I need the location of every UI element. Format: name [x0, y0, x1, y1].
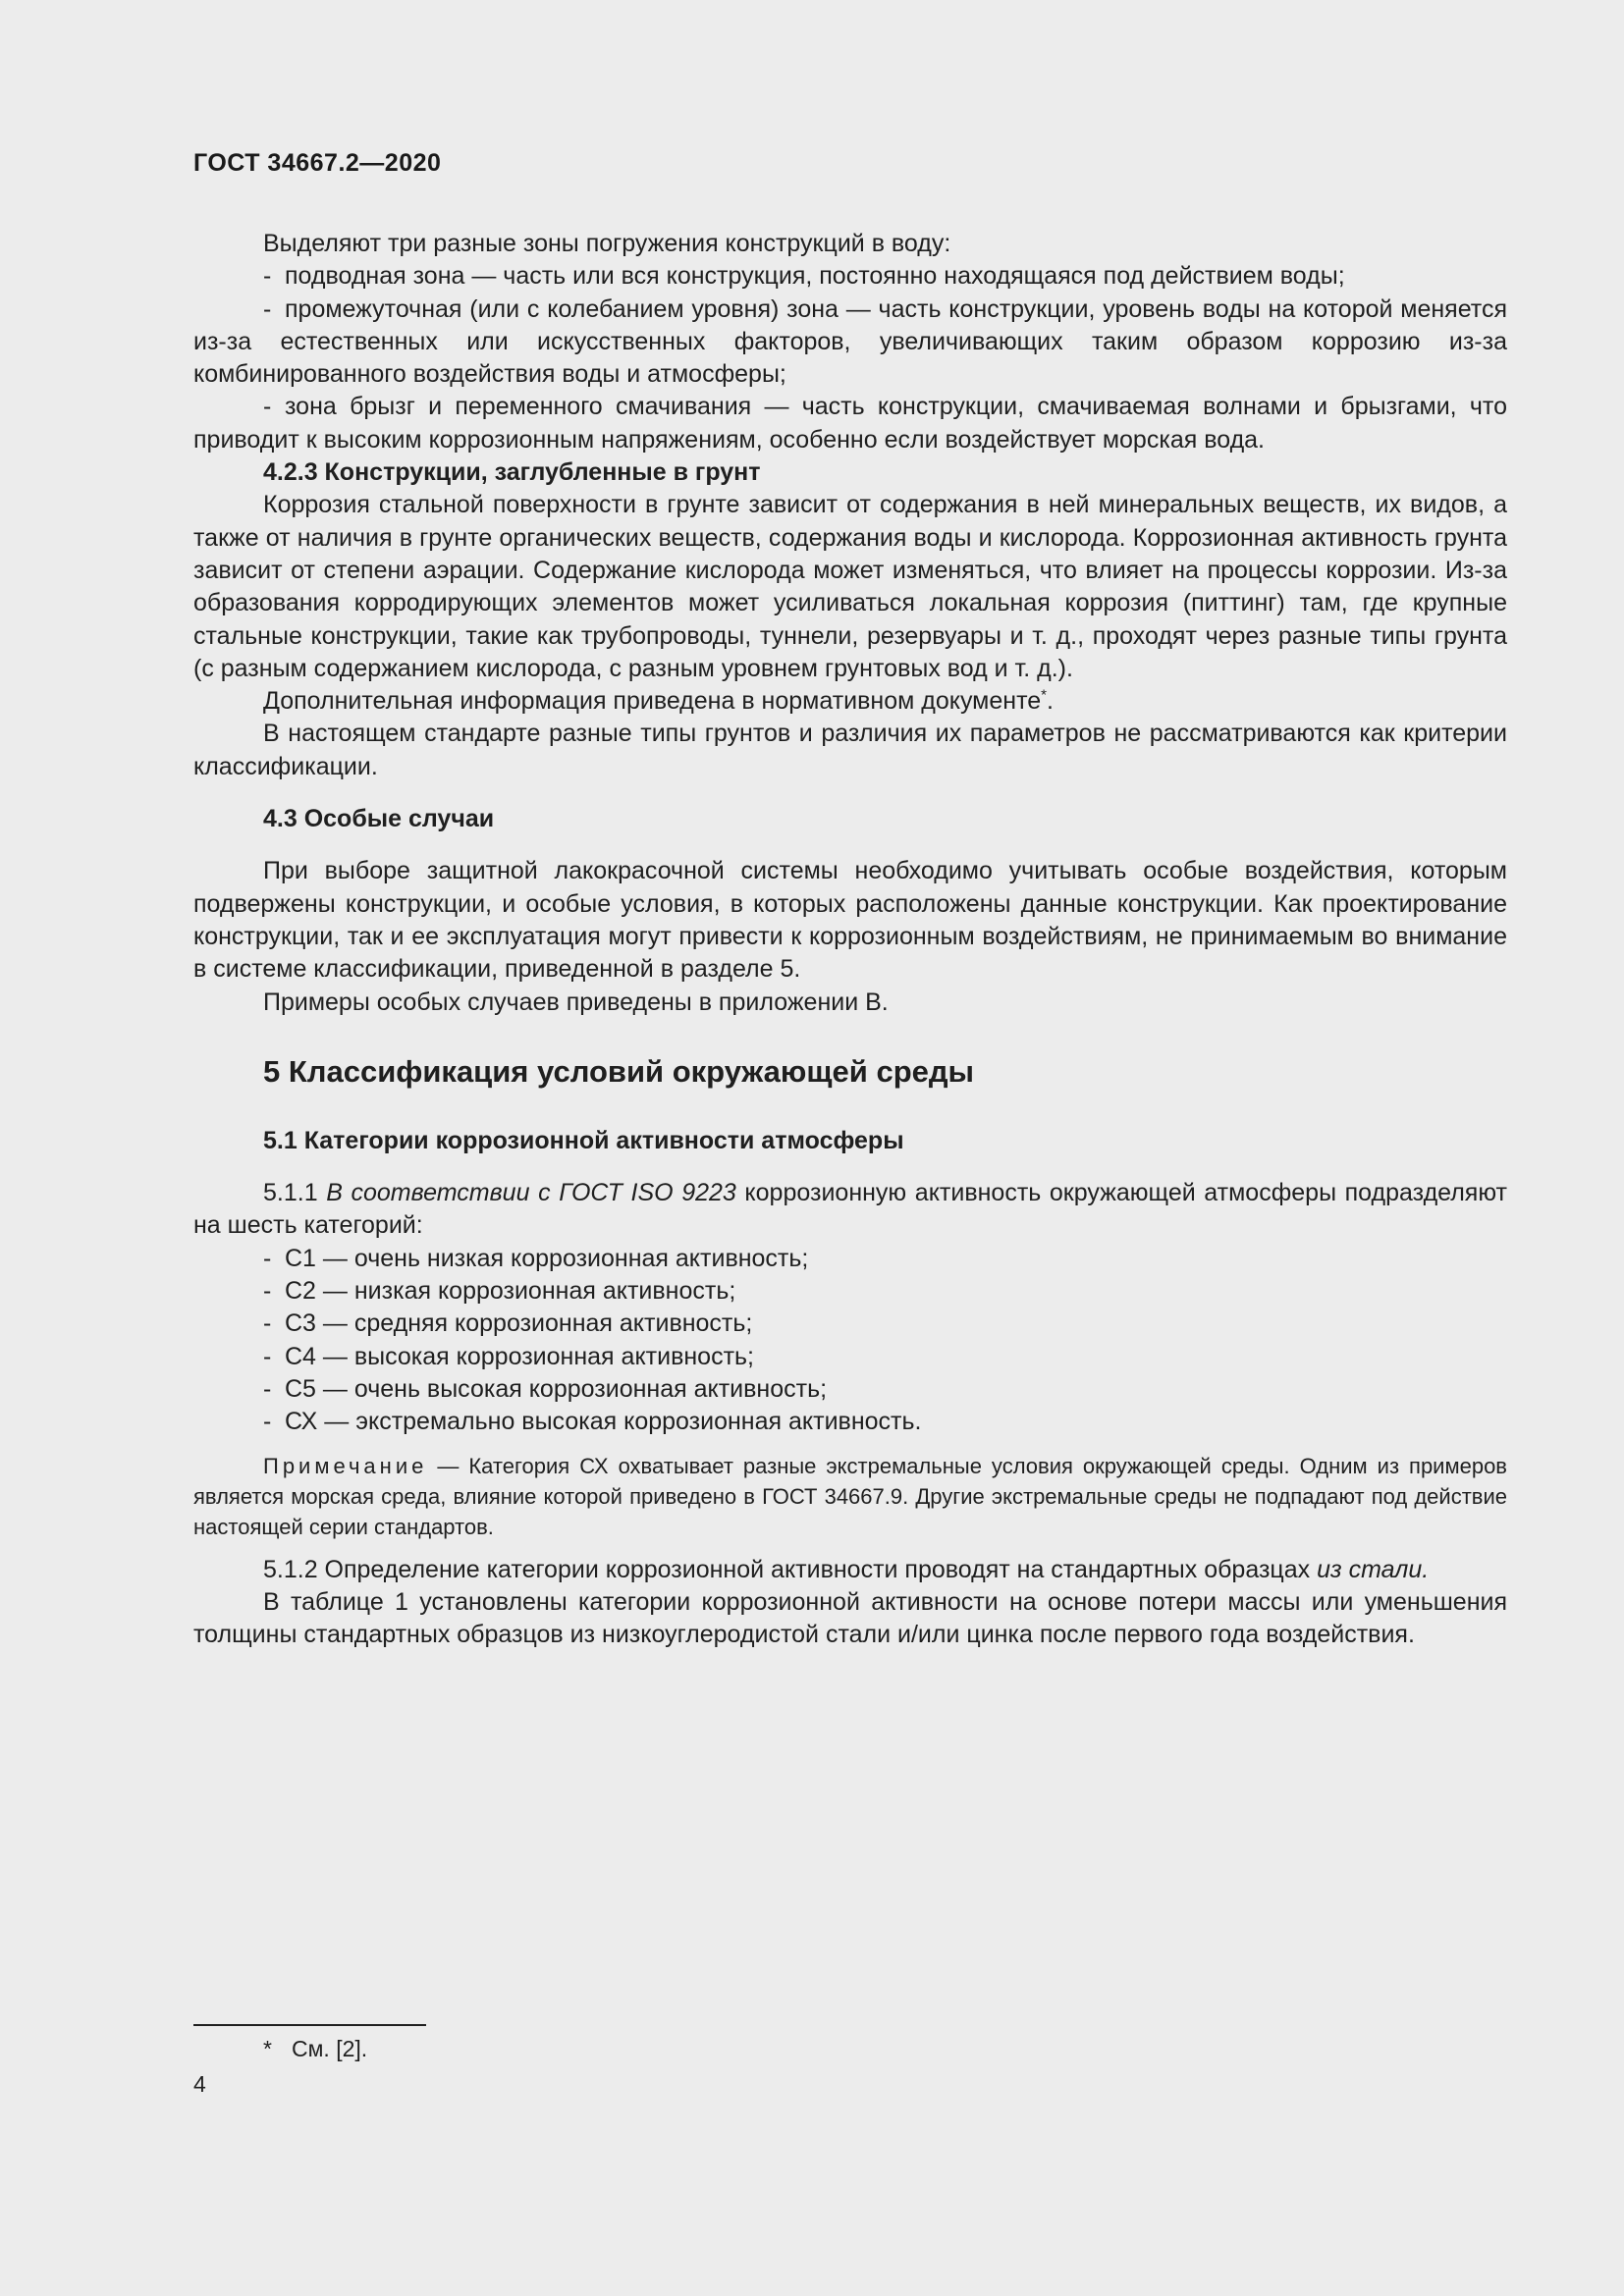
dash-marker: -	[263, 393, 272, 421]
dash-marker: -	[263, 1244, 272, 1272]
footnote-reference[interactable]: *	[1041, 686, 1047, 704]
section-title-5: 5 Классификация условий окружающей среды	[263, 1053, 975, 1089]
document-header: ГОСТ 34667.2—2020	[193, 149, 442, 177]
paragraph: Дополнительная информация приведена в нормативном документе*.	[263, 686, 1054, 716]
section-heading-4-3: 4.3 Особые случаи	[263, 805, 495, 833]
list-item: - СХ — экстремально высокая коррозионная активность.	[193, 1406, 1507, 1438]
footnote	[263, 2034, 367, 2063]
list-item: - С4 — высокая коррозионная активность;	[193, 1341, 1507, 1373]
dash-marker: -	[263, 1342, 272, 1370]
list-item: - С1 — очень низкая коррозионная активность;	[193, 1243, 1507, 1275]
list-item: - промежуточная (или с колебанием уровня) зона — часть конструкции, уровень воды на которой меняется из-за естественных или искусственных факторов, увеличивающих таким образом коррозию из-за комбинированного воздействия воды и атмосферы;	[193, 294, 1507, 389]
list-item: - С5 — очень высокая коррозионная активность;	[193, 1373, 1507, 1406]
list-item: - подводная зона — часть или вся конструкция, постоянно находящаяся под действием воды;	[193, 260, 1507, 293]
paragraph-5-1-1: 5.1.1 В соответствии с ГОСТ ISO 9223 коррозионную активность окружающей атмосферы подразделяют на шесть категорий:	[193, 1179, 1508, 1240]
note: Примечание — Категория СХ охватывает разные экстремальные условия окружающей среды. Одним из примеров является морская среда, влияние которой приведено в ГОСТ 34667.9. Другие экстремальные среды не подпадают под действие настоящей серии стандартов.	[193, 1453, 1507, 1539]
document-body	[193, 228, 1507, 1651]
dash-marker: -	[263, 294, 272, 323]
dash-marker: -	[263, 1309, 272, 1338]
paragraph: Примеры особых случаев приведены в приложении В.	[263, 988, 889, 1016]
paragraph-5-1-2: 5.1.2 Определение категории коррозионной активности проводят на стандартных образцах из стали.	[263, 1555, 1430, 1583]
list-item: - С2 — низкая коррозионная активность;	[193, 1275, 1507, 1308]
section-heading-5-1: 5.1 Категории коррозионной активности атмосферы	[263, 1126, 904, 1154]
dash-marker: -	[263, 262, 272, 291]
dash-marker: -	[263, 1408, 272, 1436]
paragraph: При выборе защитной лакокрасочной системы необходимо учитывать особые воздействия, которым подвержены конструкции, и особые условия, в которых расположены данные конструкции. Как проектирование конструкции, так и ее эксплуатация могут привести к коррозионным воздействиям, не принимаемым во внимание в системе классификации, приведенной в разделе 5.	[193, 857, 1507, 984]
list-item: - зона брызг и переменного смачивания — часть конструкции, смачиваемая волнами и брызгами, что приводит к высоким коррозионным напряжениям, особенно если воздействует морская вода.	[193, 393, 1507, 454]
dash-marker: -	[263, 1277, 272, 1306]
list-item: - С3 — средняя коррозионная активность;	[193, 1308, 1507, 1340]
footnote-divider	[193, 2024, 426, 2026]
paragraph: В таблице 1 установлены категории коррозионной активности на основе потери массы или уменьшения толщины стандартных образцов из низкоуглеродистой стали и/или цинка после первого года воздействия.	[193, 1587, 1507, 1649]
footnote-text: См. [2].	[292, 2036, 368, 2061]
paragraph: Коррозия стальной поверхности в грунте зависит от содержания в ней минеральных веществ, их видов, а также от наличия в грунте органических веществ, содержания воды и кислорода. Коррозионная активность грунта зависит от степени аэрации. Содержание кислорода может изменяться, что влияет на процессы коррозии. Из-за образования корродирующих элементов может усиливаться локальная коррозия (питтинг) там, где крупные стальные конструкции, такие как трубопроводы, туннели, резервуары и т. д., проходят через разные типы грунта (с разным содержанием кислорода, с разным уровнем грунтовых вод и т. д.).	[193, 491, 1507, 682]
dash-marker: -	[263, 1374, 272, 1403]
section-heading-4-2-3: 4.2.3 Конструкции, заглубленные в грунт	[263, 458, 761, 487]
water-zones-intro: Выделяют три разные зоны погружения конструкций в воду:	[263, 230, 951, 257]
page-number: 4	[193, 2071, 206, 2097]
paragraph: В настоящем стандарте разные типы грунтов и различия их параметров не рассматриваются как критерии классификации.	[193, 720, 1507, 780]
footnote-marker: *	[263, 2036, 272, 2061]
note-label: Примечание	[263, 1453, 428, 1478]
